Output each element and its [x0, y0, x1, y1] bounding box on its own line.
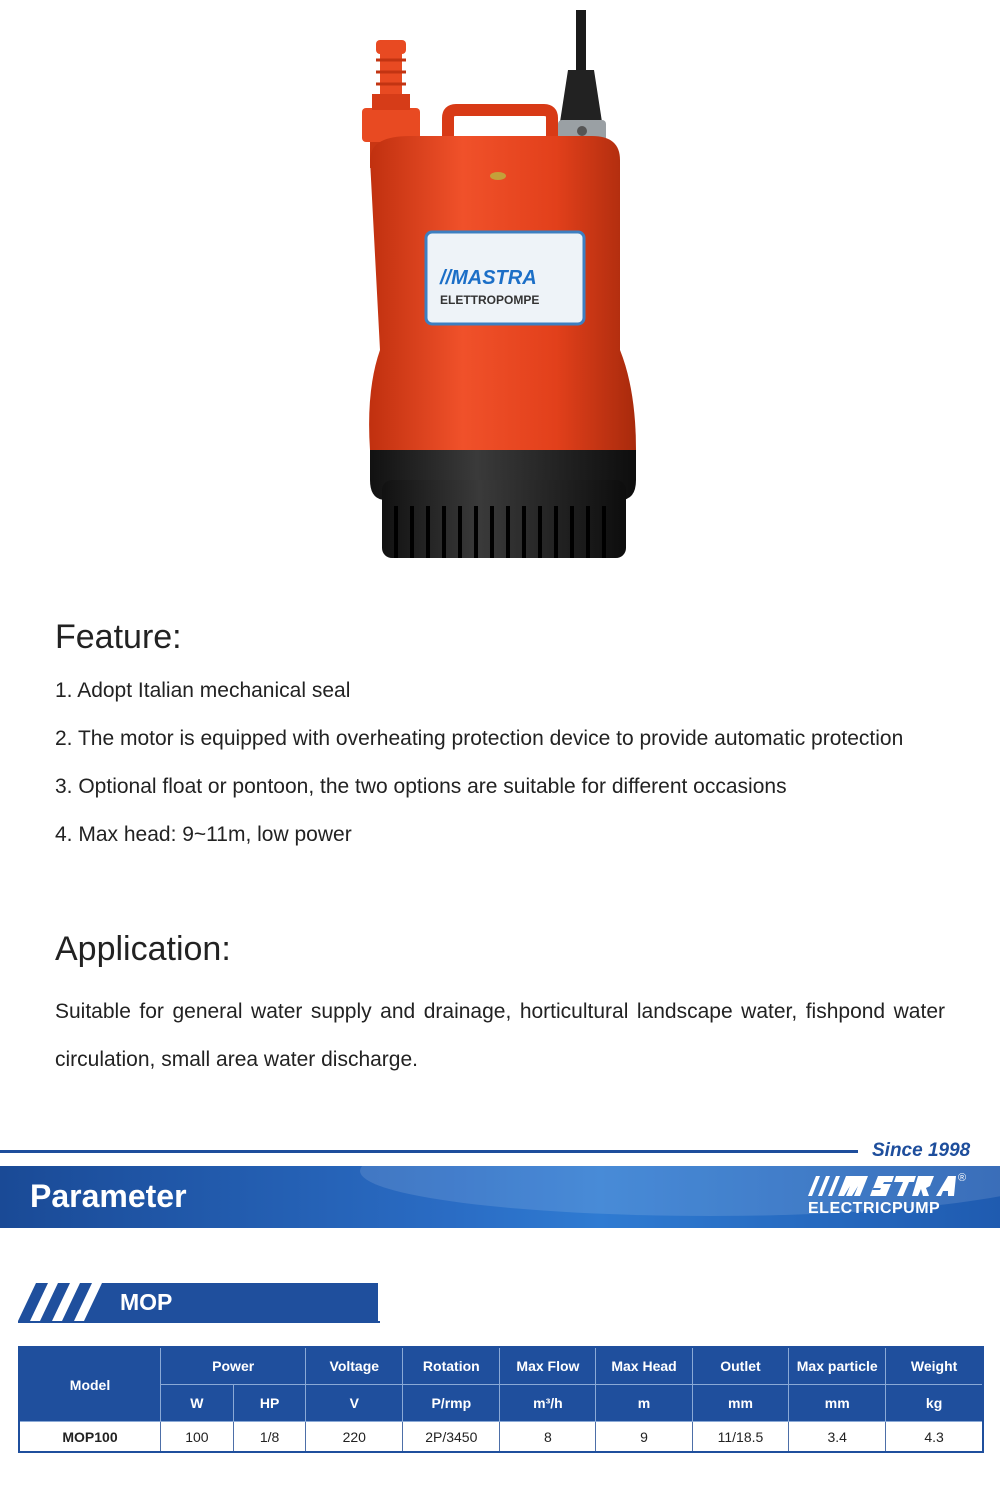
header-weight: Weight	[886, 1347, 983, 1385]
header-max-particle: Max particle	[789, 1347, 886, 1385]
registered-mark: ®	[958, 1172, 967, 1184]
label-sub-text: ELETTROPOMPE	[440, 293, 540, 307]
header-power: Power	[161, 1347, 306, 1385]
label-brand-text: //MASTRA	[440, 267, 537, 289]
cell-weight: 4.3	[886, 1422, 983, 1453]
feature-item: 2. The motor is equipped with overheating protection device to provide automatic protection	[55, 727, 904, 750]
pump-product-image	[330, 10, 670, 570]
cell-rotation: 2P/3450	[403, 1422, 500, 1453]
unit-kg: kg	[886, 1385, 983, 1422]
parameter-title: Parameter	[30, 1178, 187, 1214]
header-outlet: Outlet	[692, 1347, 789, 1385]
unit-v: V	[306, 1385, 403, 1422]
mop-label: MOP	[120, 1289, 173, 1315]
unit-w: W	[161, 1385, 234, 1422]
brand-subtitle: ELECTRICPUMP	[808, 1200, 941, 1217]
stripes-decoration-icon	[18, 1283, 108, 1321]
feature-item: 4. Max head: 9~11m, low power	[55, 823, 352, 846]
parameter-table	[18, 1346, 984, 1453]
parameter-banner	[0, 1166, 1000, 1228]
cell-w: 100	[161, 1422, 234, 1453]
feature-item: 1. Adopt Italian mechanical seal	[55, 679, 351, 702]
table-header-row	[19, 1347, 983, 1385]
cell-outlet: 11/18.5	[692, 1422, 789, 1453]
header-max-flow: Max Flow	[500, 1347, 596, 1385]
mastra-logo-icon	[808, 1174, 958, 1198]
unit-prmp: P/rmp	[403, 1385, 500, 1422]
feature-heading: Feature:	[55, 618, 182, 656]
since-text: Since 1998	[872, 1140, 971, 1161]
since-divider	[0, 1150, 858, 1153]
unit-m3h: m³/h	[500, 1385, 596, 1422]
application-text: Suitable for general water supply and drainage, horticultural landscape water, fishpond water circulation, small area water discharge.	[55, 1000, 945, 1071]
feature-list	[55, 676, 945, 868]
cell-flow: 8	[500, 1422, 596, 1453]
feature-item: 3. Optional float or pontoon, the two options are suitable for different occasions	[55, 775, 787, 798]
cell-hp: 1/8	[233, 1422, 306, 1453]
cell-model: MOP100	[19, 1422, 161, 1453]
cell-head: 9	[596, 1422, 692, 1453]
unit-mm-outlet: mm	[692, 1385, 789, 1422]
header-max-head: Max Head	[596, 1347, 692, 1385]
table-row	[19, 1422, 983, 1453]
cell-voltage: 220	[306, 1422, 403, 1453]
mop-underline	[18, 1321, 380, 1323]
header-rotation: Rotation	[403, 1347, 500, 1385]
application-heading: Application:	[55, 930, 231, 968]
cell-particle: 3.4	[789, 1422, 886, 1453]
unit-mm-particle: mm	[789, 1385, 886, 1422]
unit-hp: HP	[233, 1385, 306, 1422]
header-voltage: Voltage	[306, 1347, 403, 1385]
unit-m: m	[596, 1385, 692, 1422]
header-model: Model	[19, 1347, 161, 1422]
table-units-row	[19, 1385, 983, 1422]
